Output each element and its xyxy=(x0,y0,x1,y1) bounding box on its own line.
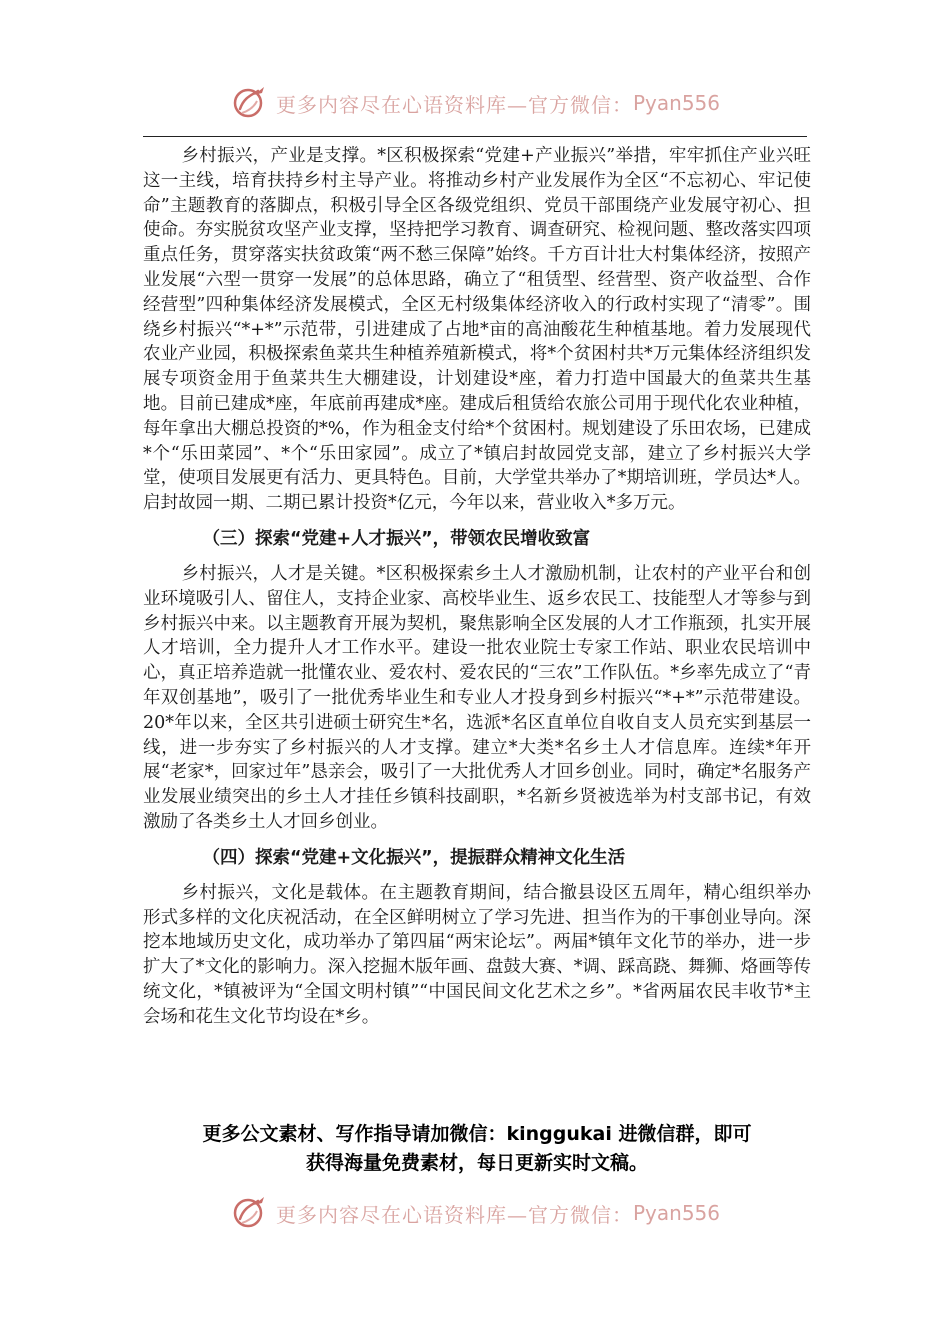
promo-line-2: 获得海量免费素材，每日更新实时文稿。 xyxy=(305,1152,648,1174)
footer-banner-text: 更多内容尽在心语资料库—官方微信： xyxy=(275,1202,633,1227)
header-divider xyxy=(143,136,807,137)
pen-swirl-logo-icon xyxy=(230,1193,270,1233)
footer-banner-wechat-id: Pyan556 xyxy=(632,1201,720,1225)
header-banner xyxy=(0,78,950,128)
paragraph-culture: 乡村振兴，文化是载体。在主题教育期间，结合撤县设区五周年，精心组织举办形式多样的文化庆祝活动，在全区鲜明树立了学习先进、担当作为的干事创业导向。深挖本地域历史文化，成功举办了第四届“两宋论坛”。两届*镇年文化节的举办，进一步扩大了*文化的影响力。深入挖掘木版年画、盘鼓大赛、*调、踩高跷、舞狮、烙画等传统文化，*镇被评为“全国文明村镇”“中国民间文化艺术之乡”。*省两届农民丰收节*主会场和花生文化节均设在*乡。 xyxy=(143,882,811,1027)
banner-wechat-id: Pyan556 xyxy=(632,91,720,115)
promo-notice xyxy=(143,1120,811,1178)
document-body xyxy=(143,144,811,1030)
section-heading-culture: （四）探索“党建+文化振兴”，提振群众精神文化生活 xyxy=(202,847,626,868)
promo-line-1: 更多公文素材、写作指导请加微信：kinggukai 进微信群，即可 xyxy=(202,1123,752,1145)
paragraph-talent: 乡村振兴，人才是关键。*区积极探索乡土人才激励机制，让农村的产业平台和创业环境吸引人、留住人，支持企业家、高校毕业生、返乡农民工、技能型人才等参与到乡村振兴中来。以主题教育开展为契机，聚焦影响全区发展的人才工作瓶颈，扎实开展人才培训，全力提升人才工作水平。建设一批农业院士专家工作站、职业农民培训中心，真正培养造就一批懂农业、爱农村、爱农民的“三农”工作队伍。*乡率先成立了“青年双创基地”，吸引了一批优秀毕业生和专业人才投身到乡村振兴“*+*”示范带建设。20*年以来，全区共引进硕士研究生*名，选派*名区直单位自收自支人员充实到基层一线，进一步夯实了乡村振兴的人才支撑。建立*大类*名乡土人才信息库。连续*年开展“老家*，回家过年”恳亲会，吸引了一大批优秀人才回乡创业。同时，确定*名服务产业发展业绩突出的乡土人才挂任乡镇科技副职，*名新乡贤被选举为村支部书记，有效激励了各类乡土人才回乡创业。 xyxy=(143,563,811,832)
paragraph-industry: 乡村振兴，产业是支撑。*区积极探索“党建+产业振兴”举措，牢牢抓住产业兴旺这一主线，培育扶持乡村主导产业。将推动乡村产业发展作为全区“不忘初心、牢记使命”主题教育的落脚点，积极引导全区各级党组织、党员干部围绕产业发展守初心、担使命。夯实脱贫攻坚产业支撑，坚持把学习教育、调查研究、检视问题、整改落实四项重点任务，贯穿落实扶贫政策“两不愁三保障”始终。千方百计壮大村集体经济，按照产业发展“六型一贯穿一发展”的总体思路，确立了“租赁型、经营型、资产收益型、合作经营型”四种集体经济发展模式，全区无村级集体经济收入的行政村实现了“清零”。围绕乡村振兴“*+*”示范带，引进建成了占地*亩的高油酸花生种植基地。着力发展现代农业产业园，积极探索鱼菜共生种植养殖新模式，将*个贫困村共*万元集体经济组织发展专项资金用于鱼菜共生大棚建设，计划建设*座，着力打造中国最大的鱼菜共生基地。目前已建成*座，年底前再建成*座。建成后租赁给农旅公司用于现代化农业种植，每年拿出大棚总投资的*%，作为租金支付给*个贫困村。规划建设了乐田农场，已建成*个“乐田菜园”、*个“乐田家园”。成立了*镇启封故园党支部，建立了乡村振兴大学堂，使项目发展更有活力、更具特色。目前，大学堂共举办了*期培训班，学员达*人。启封故园一期、二期已累计投资*亿元，今年以来，营业收入*多万元。 xyxy=(143,146,811,514)
footer-banner xyxy=(0,1188,950,1238)
pen-swirl-logo-icon xyxy=(230,83,270,123)
banner-text: 更多内容尽在心语资料库—官方微信： xyxy=(275,92,633,117)
section-heading-talent: （三）探索“党建+人才振兴”，带领农民增收致富 xyxy=(202,528,591,549)
